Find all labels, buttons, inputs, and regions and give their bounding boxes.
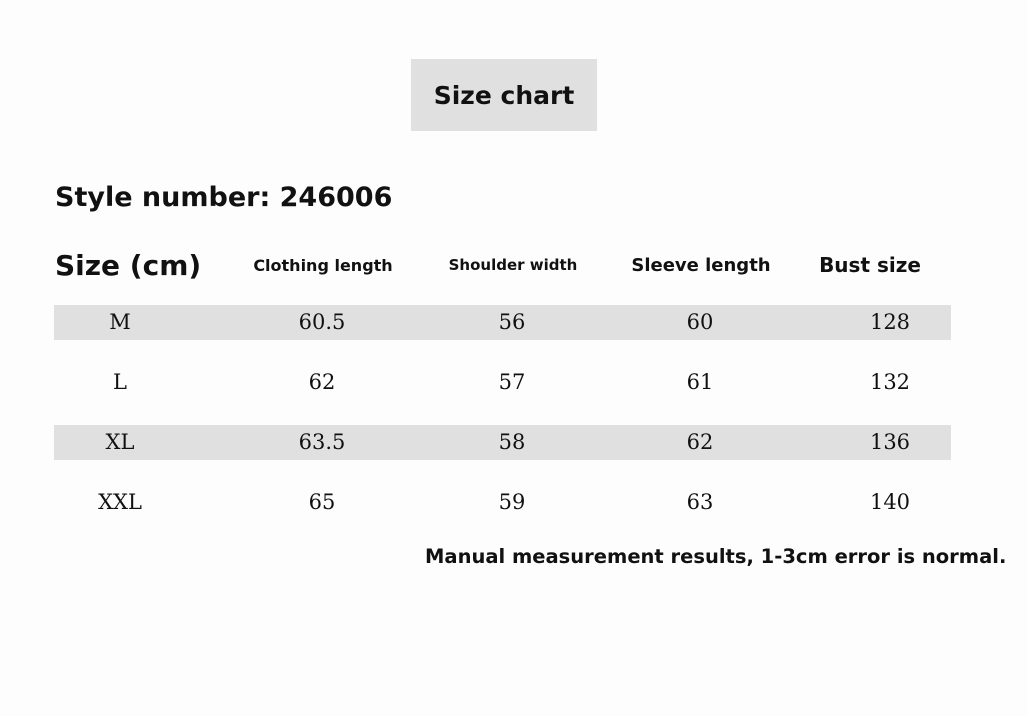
cell-shoulder-width: 58: [498, 430, 526, 454]
cell-sleeve-length: 61: [686, 370, 714, 394]
cell-sleeve-length: 63: [686, 490, 714, 514]
cell-shoulder-width: 59: [498, 490, 526, 514]
header-bust-size: Bust size: [819, 253, 921, 277]
cell-shoulder-width: 56: [498, 310, 526, 334]
cell-size: L: [113, 370, 127, 394]
cell-bust-size: 128: [869, 310, 911, 334]
table-row: [54, 485, 951, 520]
cell-shoulder-width: 57: [498, 370, 526, 394]
header-shoulder-width: Shoulder width: [448, 256, 578, 274]
cell-clothing-length: 62: [308, 370, 336, 394]
measurement-note: Manual measurement results, 1-3cm error is normal.: [425, 545, 1007, 568]
header-sleeve-length: Sleeve length: [631, 254, 771, 276]
cell-size: M: [109, 310, 131, 334]
cell-clothing-length: 60.5: [298, 310, 346, 334]
cell-size: XL: [105, 430, 135, 454]
cell-size: XXL: [98, 490, 142, 514]
table-row: [54, 365, 951, 400]
cell-clothing-length: 63.5: [298, 430, 346, 454]
table-row: [54, 305, 951, 340]
style-number: Style number: 246006: [55, 182, 393, 213]
cell-sleeve-length: 60: [686, 310, 714, 334]
cell-clothing-length: 65: [308, 490, 336, 514]
cell-bust-size: 132: [869, 370, 911, 394]
header-clothing-length: Clothing length: [253, 255, 393, 275]
page-title: Size chart: [411, 59, 597, 131]
cell-sleeve-length: 62: [686, 430, 714, 454]
header-size: Size (cm): [55, 248, 202, 282]
cell-bust-size: 140: [869, 490, 911, 514]
cell-bust-size: 136: [869, 430, 911, 454]
table-row: [54, 425, 951, 460]
